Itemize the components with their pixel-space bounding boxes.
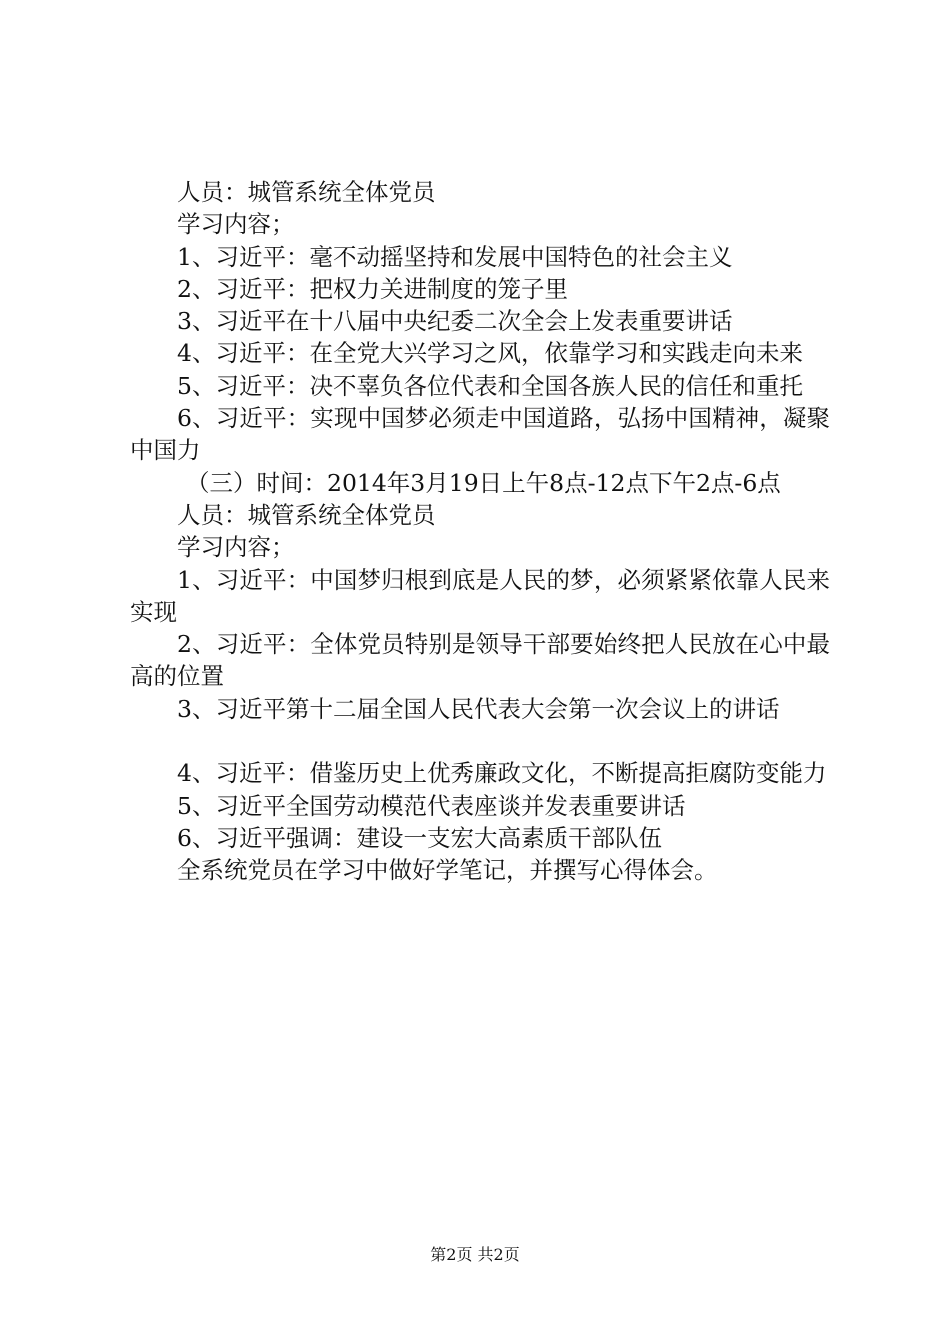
list-item-6: 6、习近平：实现中国梦必须走中国道路，弘扬中国精神，凝聚中国力 <box>130 404 830 465</box>
list-item-4: 4、习近平：借鉴历史上优秀廉政文化，不断提高拒腐防变能力 <box>177 759 827 788</box>
list-item-1: 1、习近平：毫不动摇坚持和发展中国特色的社会主义 <box>177 242 733 271</box>
list-item-2: 2、习近平：全体党员特别是领导干部要始终把人民放在心中最高的位置 <box>130 630 830 691</box>
document-body <box>130 176 830 887</box>
paragraph-study-content-1: 学习内容； <box>177 210 295 239</box>
list-item-6: 6、习近平强调：建设一支宏大高素质干部队伍 <box>177 823 662 852</box>
list-item-2: 2、习近平：把权力关进制度的笼子里 <box>177 274 568 303</box>
closing-paragraph: 全系统党员在学习中做好学笔记，并撰写心得体会。 <box>177 856 718 885</box>
list-item-3: 3、习近平在十八届中央纪委二次全会上发表重要讲话 <box>177 307 733 336</box>
list-item-4: 4、习近平：在全党大兴学习之风，依靠学习和实践走向未来 <box>177 339 803 368</box>
blank-line <box>130 725 830 757</box>
list-item-3: 3、习近平第十二届全国人民代表大会第一次会议上的讲话 <box>177 694 780 723</box>
page-footer: 第2页 共2页 <box>430 1245 520 1264</box>
paragraph-study-content-2: 学习内容； <box>177 533 295 562</box>
paragraph-personnel-1: 人员：城管系统全体党员 <box>177 178 436 206</box>
list-item-1: 1、习近平：中国梦归根到底是人民的梦，必须紧紧依靠人民来实现 <box>130 565 830 626</box>
list-item-5: 5、习近平：决不辜负各位代表和全国各族人民的信任和重托 <box>177 371 803 400</box>
paragraph-personnel-2: 人员：城管系统全体党员 <box>177 500 436 529</box>
list-item-5: 5、习近平全国劳动模范代表座谈并发表重要讲话 <box>177 791 686 820</box>
section-time-heading: （三）时间：2014年3月19日上午8点-12点下午2点-6点 <box>186 468 781 497</box>
